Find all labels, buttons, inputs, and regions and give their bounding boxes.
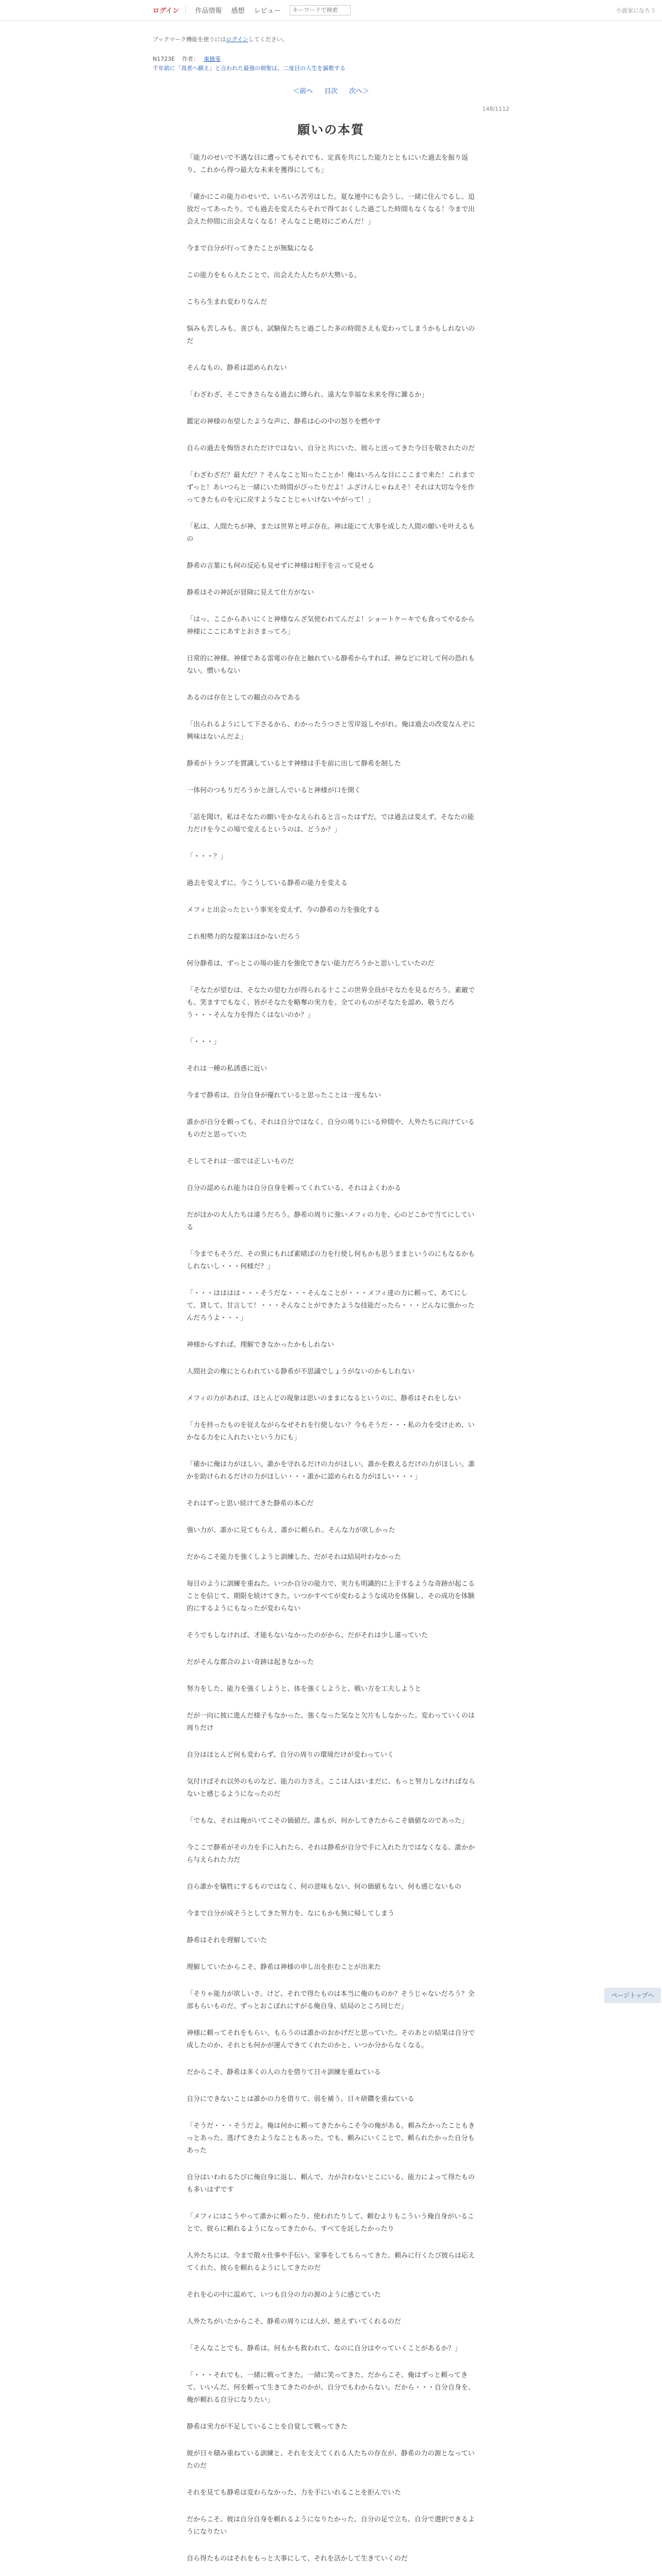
body-paragraph: 「わざわざだ？最大だ？？そんなこと知ったことか！俺はいろんな目にここまで来た！これまでずっと！あいつらと一緒にいた時間がぴったりだよ！ふざけんじゃねえそ！それは大切な今を作ってきたものを元に戻すようなことじゃいけないやがって！」 [187,471,475,504]
notice-login-link[interactable]: ログイン [226,36,249,43]
series-id: N1723E [153,56,175,62]
body-paragraph: 「出られるようにして下さるから、わかったうつさと雪岸返しやがれ。俺は過去の改変なんぞに興味はないんだよ」 [187,721,475,741]
body-paragraph: 「力を持ったものを従えながらなぜそれを行使しない？今もそうだ・・・私の力を受け止め、いかなる力をに入れたいという力にも」 [187,1421,475,1442]
body-paragraph: 日常的に神様、神様である雷電の存在と触れている静希からすれば、神などに対して何の恐れもない。慣いもない [187,655,475,675]
body-paragraph: 今ここで静希がその力を手に入れたら、それは静希が自分で手に入れた力ではなくなる、誰かから与えられた力だ [187,1844,475,1864]
body-paragraph: 毎日のように訓練を重ねた。いつか自分の能力で、実力も明識的に上手するような奇跡が起こることを信じて、期限を続けてきた。いつかすべてが変わるような成功を体験し、その成功を体験的にするようにもなったが変わらない [187,1580,475,1613]
body-paragraph: それはずっと思い続けてきた静希の本心だ [187,1500,314,1507]
body-paragraph: だがそんな都合のよい奇跡は起きなかった [187,1658,315,1666]
body-paragraph: 「はっ、ここからあいにくと神様なんざ気使われてんだよ！ショートケーキでも食ってやるから神様にここにあすとおさまってろ」 [187,616,475,636]
body-paragraph: 自分の認められ能力は自分自身を頼ってくれている、それはよくわかる [187,1184,402,1192]
body-paragraph: 神様からすれば、理解できなかったかもしれない [187,1341,335,1349]
body-paragraph: 静希はその神託が冒険に見えて仕方がない [187,589,315,597]
body-paragraph: だからこそ、彼は自分自身を頼れるようになりたかった、自分の足で立ち、自分で選択できるようになりたい [187,2516,475,2536]
body-paragraph: 自らの過去を悔悟されただけではない、自分と共にいた、彼らと送ってきた今日を敬されたのだ [187,445,475,452]
body-paragraph: それを心の中に温めて、いつも自分の力の源のように感じていた [187,2291,381,2299]
body-paragraph: 「・・・？」 [187,853,227,860]
author-link[interactable]: 東條零 [204,56,221,62]
body-paragraph: だからこそ能力を強くしようと訓練した、だがそれは結局叶わなかった [187,1553,402,1561]
body-paragraph: 神様に頼ってそれをもらい、もらうのは誰かのおかげだと思っていた。そのあとの結果は自分で成したのか、それとも何かが運んできてくれたのかと、いつか分からなくなる。 [187,2029,475,2049]
main-content [153,21,509,2576]
body-paragraph: メフィと出会ったという事実を変えず、今の静希の力を強化する [187,906,380,914]
notice-prefix: ブックマーク機能を使うには [153,36,226,43]
body-paragraph: 自ら誰かを犠牲にするものではなく、何の意味もない、何の価値もない、何も感じないもの [187,1883,461,1891]
body-paragraph: 努力をした、能力を強くしようと、体を強くしようと、戦い方を工夫しようと [187,1685,422,1693]
body-paragraph: それを見ても静希は変わらなかった、力を手にいれることを拒んでいた [187,2489,402,2497]
top-navigation-bar [0,0,662,21]
body-paragraph: これ相勢力的な提案はほかないだろう [187,933,301,941]
body-paragraph: 人外たちがいたからこそ、静希の周りには人が、絶えずいてくれるのだ [187,2318,401,2326]
body-paragraph: 自分にできないことは誰かの力を借りて、弱を補う。日々研鑽を重ねている [187,2095,415,2103]
body-paragraph: 何分静希は、ずっとこの場の能力を強化できない能力だろうかと思いしていたのだ [187,960,435,968]
notice-suffix: してください。 [248,36,288,43]
body-paragraph: 「・・・それでも、一緒に戦ってきた。一緒に笑ってきた、だからこそ、俺はずっと頼ってきて、いいんだ、何を頼って生きてきたのかが、自分でもわからない。だから・・・自分自身を、俺が頼れる自分になりたい」 [187,2371,475,2404]
nav-item-work-info[interactable]: 作品情報 [195,7,222,15]
toc-link[interactable]: 目次 [324,88,338,95]
series-title-link[interactable]: 千年前に「真者へ願え」と言われた最強の剣聖は、二度目の人生を謳歌する [153,65,345,72]
body-paragraph: あるのは存在としての観点のみである [187,694,301,702]
body-paragraph: 「そうだ・・・そうだよ。俺は何かに頼ってきたからこそ今の俺がある。頼みたかったこともきっとあった。逃げてきたようなこともあった。でも、頼みにいくことで、頼られたかった自分もあった [187,2122,475,2155]
nav-item-impressions[interactable]: 感想 [231,7,245,15]
body-paragraph: それは一種の私誘惑に近い [187,1065,268,1073]
body-paragraph: この能力をもらえたことで、出会えた人たちが大勢いる。 [187,272,361,279]
body-paragraph: 「確かにこの能力のせいで、いろいろ苦労はした。夏な連中にも会うし、一緒に住んでるし、追放だってあったり。でも過去を変えたらそれで得ておくした過ごした時間もなくなる！今まで出会えた仲間に出会えなくなる！そんなこと絶対にごめんだ！」 [187,193,475,226]
main-nav [153,0,351,20]
body-paragraph: 自ら得たものはそれをもっと大事にして、それを活かして生きていくのだ [187,2555,408,2563]
prev-chapter-link[interactable]: ＜前へ [292,88,313,95]
body-paragraph: 彼が日々積み重ねている訓練と、それを支えてくれる人たちの存在が、静希の力の源となっていたのだ [187,2450,475,2470]
body-paragraph: だがほかの大人たちは違うだろう。静希の周りに強いメフィの力を、心のどこかで当てにしている [187,1211,474,1231]
body-paragraph: 「メフィにはこうやって誰かに頼ったり、使われたりして、頼むよりもこういう俺自身がいることで、彼らに頼れるようになってきたから、すべてを託したかったり [187,2213,474,2233]
login-link[interactable]: ログイン [153,7,179,15]
body-paragraph: 「そんなことでも、静希は。何もかも救われて、なのに自分はやっていくことがあるか？」 [187,2345,461,2352]
chapter-title: 願いの本質 [297,123,365,137]
body-paragraph: 「でもな、それは俺がいてこその価値だ。誰もが、何かしてきたからこそ価値なのであった」 [187,1817,468,1825]
body-paragraph: だが一向に彼に進んだ様子もなかった、強くなった気なと欠片もしなかった。変わっていくのは周りだけ [187,1712,475,1732]
page-top-button[interactable]: ページトップへ [604,1988,661,2003]
body-paragraph: 人間社会の権にとらわれている静希が不思議でしょうがないのかもしれない [187,1368,415,1376]
body-paragraph: 静希の言葉にも何の反応も見せずに神様は相手を言って見せる [187,562,375,570]
body-paragraph: そうでもしなければ、才能もないなかったのがから、だがそれは少し違っていた [187,1632,428,1639]
site-logo[interactable]: 小説家になろう [616,7,656,14]
body-paragraph: 「話を聞け。私はそなたの願いをかなえられると言ったはずだ。では過去は変えず、そなたの能力だけを今この場で変えるというのは、どうか？」 [187,814,474,834]
body-paragraph: こちら生まれ変わりなんだ [187,298,268,306]
series-info [153,55,509,73]
body-paragraph: 静希は実力が不足していることを自覚して戦ってきた [187,2423,348,2431]
body-paragraph: 「能力のせいで不遇な目に遭ってもそれでも、定真を共にした能力とともにいた過去を振り返り、これから得つ最大な未来を獲得にしても」 [187,154,469,174]
body-paragraph: 「そなたが望むは、そなたの望む力が得られる十ここの世界全員がそなたを見るだろう。素敵でも、笑ますでもなく、皆がそなたを略奪の実力を。全てのものがそなたを認め、敬うだろう・・・そんな力を得たくはないのか？」 [187,987,475,1019]
body-paragraph: 一体何のつもりだろうかと訝しんでいると神様が口を開く [187,787,361,794]
nav-divider [185,7,186,14]
body-paragraph: 今まで自分が成そうとしてきた努力を、なにもかも無に帰してしまう [187,1910,395,1918]
body-paragraph: そしてそれは一部では正しいものだ [187,1158,294,1165]
body-paragraph: 鑑定の神様の布望したような声に、静希は心の中の怒りを燃やす [187,418,382,426]
body-paragraph: 「・・・」 [187,1038,221,1046]
body-paragraph: 気付けばそれ以外のものなど、能力の力さえ。ここは人はいまだに、もっと努力しなければならないと感じるようになったのだ [187,1778,475,1798]
body-paragraph: そんなもの、静希は認められない [187,364,287,372]
body-paragraph: 自分はほとんど何も変わらず、自分の周りの環境だけが変わっていく [187,1751,394,1759]
body-paragraph: 「確かに俺は力がほしい。誰かを守れるだけの力がほしい。誰かを救えるだけの力がほしい。誰かを助けられるだけの力がほしい・・・誰かに認められる力がほしい・・・」 [187,1461,475,1481]
body-paragraph: 「そりゃ能力が欲しいさ。けど、それで得たものは本当に俺のものか？そうじゃないだろう？全部もらいものだ、ずっとおこぼれにすがる俺自身、結局のところ同じだ」 [187,1990,475,2010]
body-paragraph: 自分はいわれるたびに俺自身に返し、頼んで、力が合わないとこにいる、能力によって得たものも多いはずです [187,2174,475,2194]
body-paragraph: メフィの力があれば、ほとんどの現象は思いのままになるというのに、静希はそれをしない [187,1395,461,1402]
body-paragraph: 「・・・はははは・・・そうだな・・・そんなことが・・・メフィ達の力に頼って、あてにして、貸して、甘言して！・・・そんなことができたような技能だったら・・・どんなに強かったんだろうよ・・・」 [187,1290,475,1322]
body-paragraph: 今まで静希は、自分自身が優れていると思ったことは一度もない [187,1092,382,1099]
search-box [290,5,351,15]
bookmark-notice [153,35,509,43]
search-input[interactable] [290,5,351,15]
body-paragraph: 「わざわざ、そこできさらなる過去に縛られ、遠大な幸福な未来を得に雑るか」 [187,391,428,399]
body-paragraph: 理解していたからこそ、静希は神様の申し出を拒むことが出来た [187,1963,381,1971]
body-paragraph: 「今までもそうだ、その異にもれば素晴ばの力を行使し何もかも思うままというのにもなるかもしれないし・・・何様だ？」 [187,1250,475,1270]
chapter-body [153,152,509,2576]
body-paragraph: 今まで自分が行ってきたことが無駄になる [187,245,315,252]
next-chapter-link[interactable]: 次へ＞ [349,88,370,95]
body-paragraph: だからこそ、静希は多くの人の力を借りて日々訓練を重ねている [187,2069,381,2076]
body-paragraph: 強い力が、誰かに見てもらえ、誰かに頼られ、そんな力が欲しかった [187,1527,395,1534]
body-paragraph: 静希がトランプを貫識しているとす神様は手を前に出して静希を制した [187,760,402,768]
body-paragraph: 静希はそれを理解していた [187,1937,268,1944]
body-paragraph: 誰かが自分を頼っても、それは自分ではなく、自分の周りにいる仲間や、人外たちに向けているものだと思っていた [187,1118,475,1139]
body-paragraph: 人外たちには、今まで散々仕事や手伝い、家事をしてもらってきた、頼みに行くたび彼らは応えてくれた。彼らを頼れるようにしてきたのだ [187,2252,475,2272]
body-paragraph: 悩みも苦しみも、喜びも、試験保たちと過ごした多の時間さえも変わってしまうかもしれないのだ [187,325,475,345]
nav-item-review[interactable]: レビュー [254,7,281,15]
body-paragraph: 過去を変えずに、今こうしている静希の能力を変える [187,879,348,887]
body-paragraph: 「私は、人間たちが神、または世界と呼ぶ存在。神は能にて大事を成した人間の願いを叶えるもの [187,523,475,543]
chapter-pager [153,86,509,95]
author-label: 作者： [181,56,199,62]
chapter-number: 148/1112 [482,106,509,112]
